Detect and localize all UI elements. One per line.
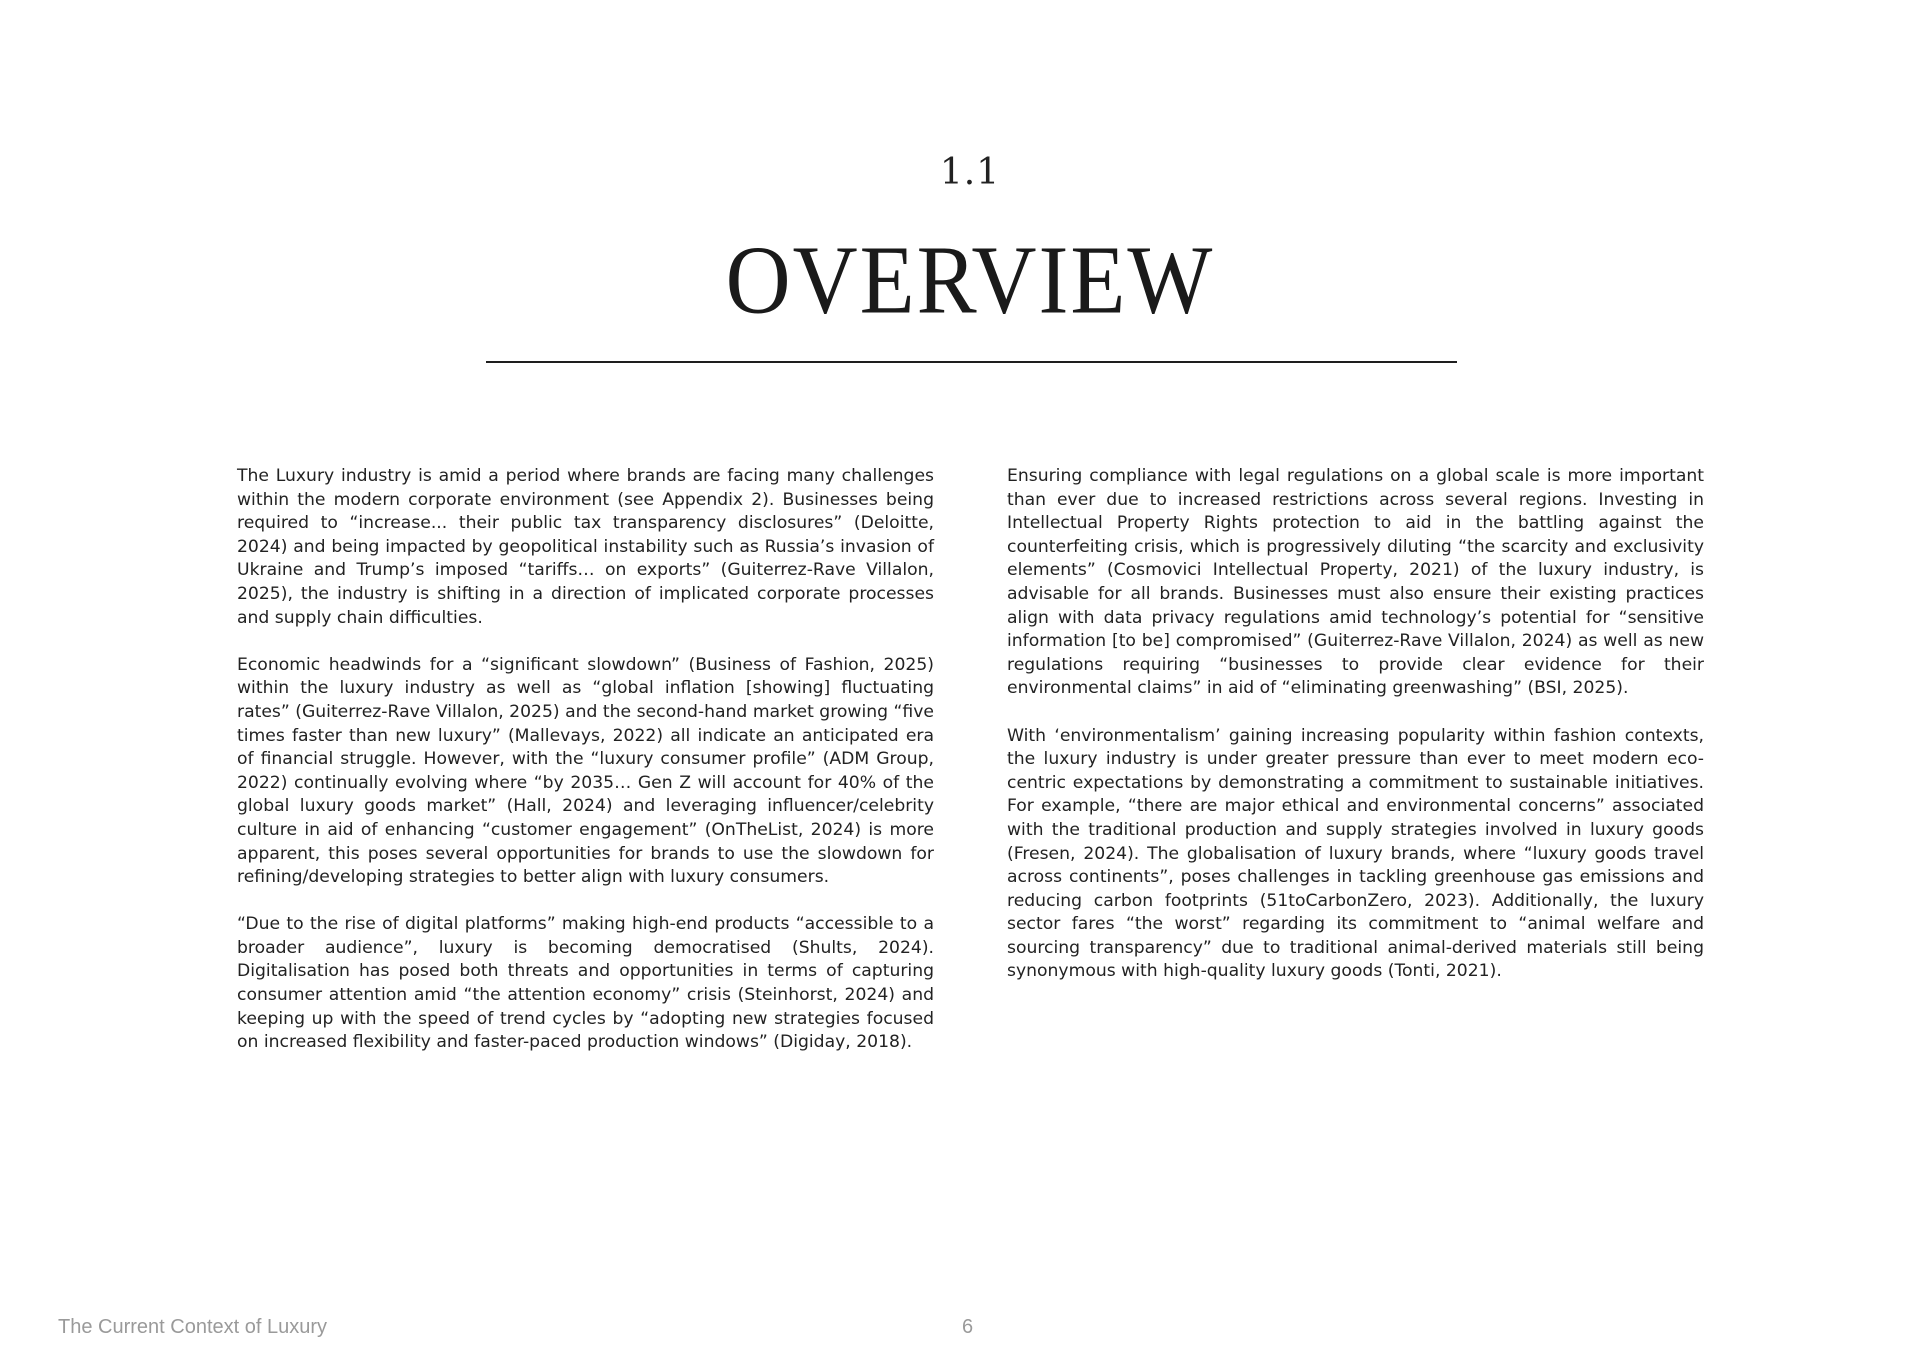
left-column: [237, 465, 934, 1078]
footer-document-title: The Current Context of Luxury: [58, 1316, 328, 1338]
paragraph-environmentalism: With ‘environmentalism’ gaining increasing popularity within fashion contexts, the luxury industry is under greater pressure than ever to meet modern eco-centric expectations by demonstrating a commitment to sustainable initiatives. For example, “there are major ethical and environmental concerns” associated with the traditional production and supply strategies involved in luxury goods (Fresen, 2024). The globalisation of luxury brands, where “luxury goods travel across continents”, poses challenges in tackling greenhouse gas emissions and reducing carbon footprints (51toCarbonZero, 2023). Additionally, the luxury sector fares “the worst” regarding its commitment to “animal welfare and sourcing transparency” due to traditional animal-derived materials still being synonymous with high-quality luxury goods (Tonti, 2021).: [1007, 725, 1704, 982]
right-column: [1007, 465, 1704, 1008]
title-divider: [486, 361, 1457, 363]
page-title: OVERVIEW: [725, 227, 1215, 334]
paragraph-digital-platforms: “Due to the rise of digital platforms” making high-end products “accessible to a broader audience”, luxury is becoming democratised (Shults, 2024). Digitalisation has posed both threats and opportunities in terms of capturing consumer attention amid “the attention economy” crisis (Steinhorst, 2024) and keeping up with the speed of trend cycles by “adopting new strategies focused on increased flexibility and faster-paced production windows” (Digiday, 2018).: [237, 914, 934, 1053]
section-number: 1.1: [939, 152, 1001, 193]
paragraph-corporate-challenges: The Luxury industry is amid a period where brands are facing many challenges within the modern corporate environment (see Appendix 2). Businesses being required to “increase... their public tax transparency disclosures” (Deloitte, 2024) and being impacted by geopolitical instability such as Russia’s invasion of Ukraine and Trump’s imposed “tariffs… on exports” (Guiterrez-Rave Villalon, 2025), the industry is shifting in a direction of implicated corporate processes and supply chain difficulties.: [237, 466, 934, 628]
paragraph-legal-compliance: Ensuring compliance with legal regulations on a global scale is more important than ever due to increased restrictions across several regions. Investing in Intellectual Property Rights protection to aid in the battling against the counterfeiting crisis, which is progressively diluting “the scarcity and exclusivity elements” (Cosmovici Intellectual Property, 2021) of the luxury industry, is advisable for all brands. Businesses must also ensure their existing practices align with data privacy regulations amid technology’s potential for “sensitive information [to be] compromised” (Guiterrez-Rave Villalon, 2024) as well as new regulations requiring “businesses to provide clear evidence for their environmental claims” in aid of “eliminating greenwashing” (BSI, 2025).: [1007, 466, 1704, 699]
paragraph-economic-headwinds: Economic headwinds for a “significant slowdown” (Business of Fashion, 2025) within the luxury industry as well as “global inflation [showing] fluctuating rates” (Guiterrez-Rave Villalon, 2025) and the second-hand market growing “five times faster than new luxury” (Mallevays, 2022) all indicate an anticipated era of financial struggle. However, with the “luxury consumer profile” (ADM Group, 2022) continually evolving where “by 2035… Gen Z will account for 40% of the global luxury goods market” (Hall, 2024) and leveraging influencer/celebrity culture in aid of enhancing “customer engagement” (OnTheList, 2024) is more apparent, this poses several opportunities for brands to use the slowdown for refining/developing strategies to better align with luxury consumers.: [237, 654, 934, 888]
footer-page-number: 6: [962, 1316, 974, 1338]
